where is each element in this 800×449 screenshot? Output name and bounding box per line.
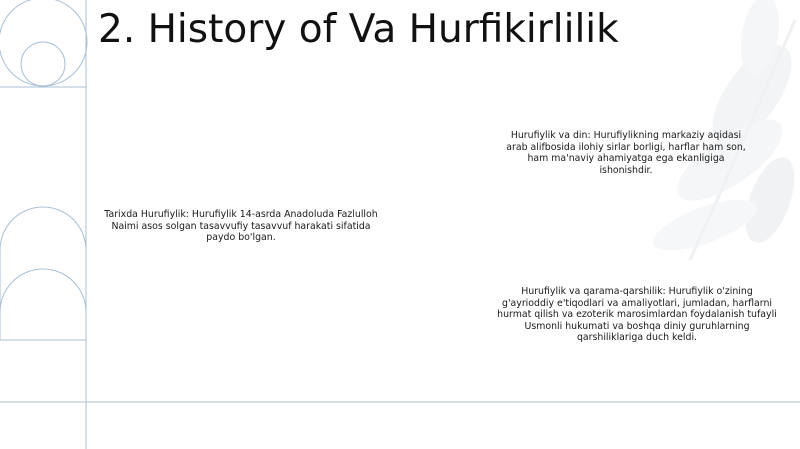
religion-text-block: Hurufiylik va din: Hurufiylikning markaziy aqidasi arab alifbosida ilohiy sirlar borligi, harflar ham son, ham ma'naviy ahamiyatga ega ekanligiga ishonishdir. <box>506 130 746 176</box>
slide-title: 2. History of Va Hurfikirlilik <box>98 7 619 52</box>
deco-circle-small <box>21 42 65 86</box>
deco-arch-lower <box>0 269 86 340</box>
history-text-block: Tarixda Hurufiylik: Hurufiylik 14-asrda Anadoluda Fazlulloh Naimi asos solgan tasavvufiy tasavvuf harakati sifatida paydo bo'lgan. <box>104 209 378 243</box>
deco-circle-large <box>0 0 87 86</box>
opposition-text-block: Hurufiylik va qarama-qarshilik: Hurufiylik o'zining g'ayrioddiy e'tiqodlari va amaliyotlari, jumladan, harflarni hurmat qilish va ezoterik marosimlardan foydalanish tufayli Usmonli hukumati va boshqa diniy guruhlarning qarshiliklariga duch keldi. <box>497 286 777 343</box>
deco-arch-upper <box>0 207 86 340</box>
